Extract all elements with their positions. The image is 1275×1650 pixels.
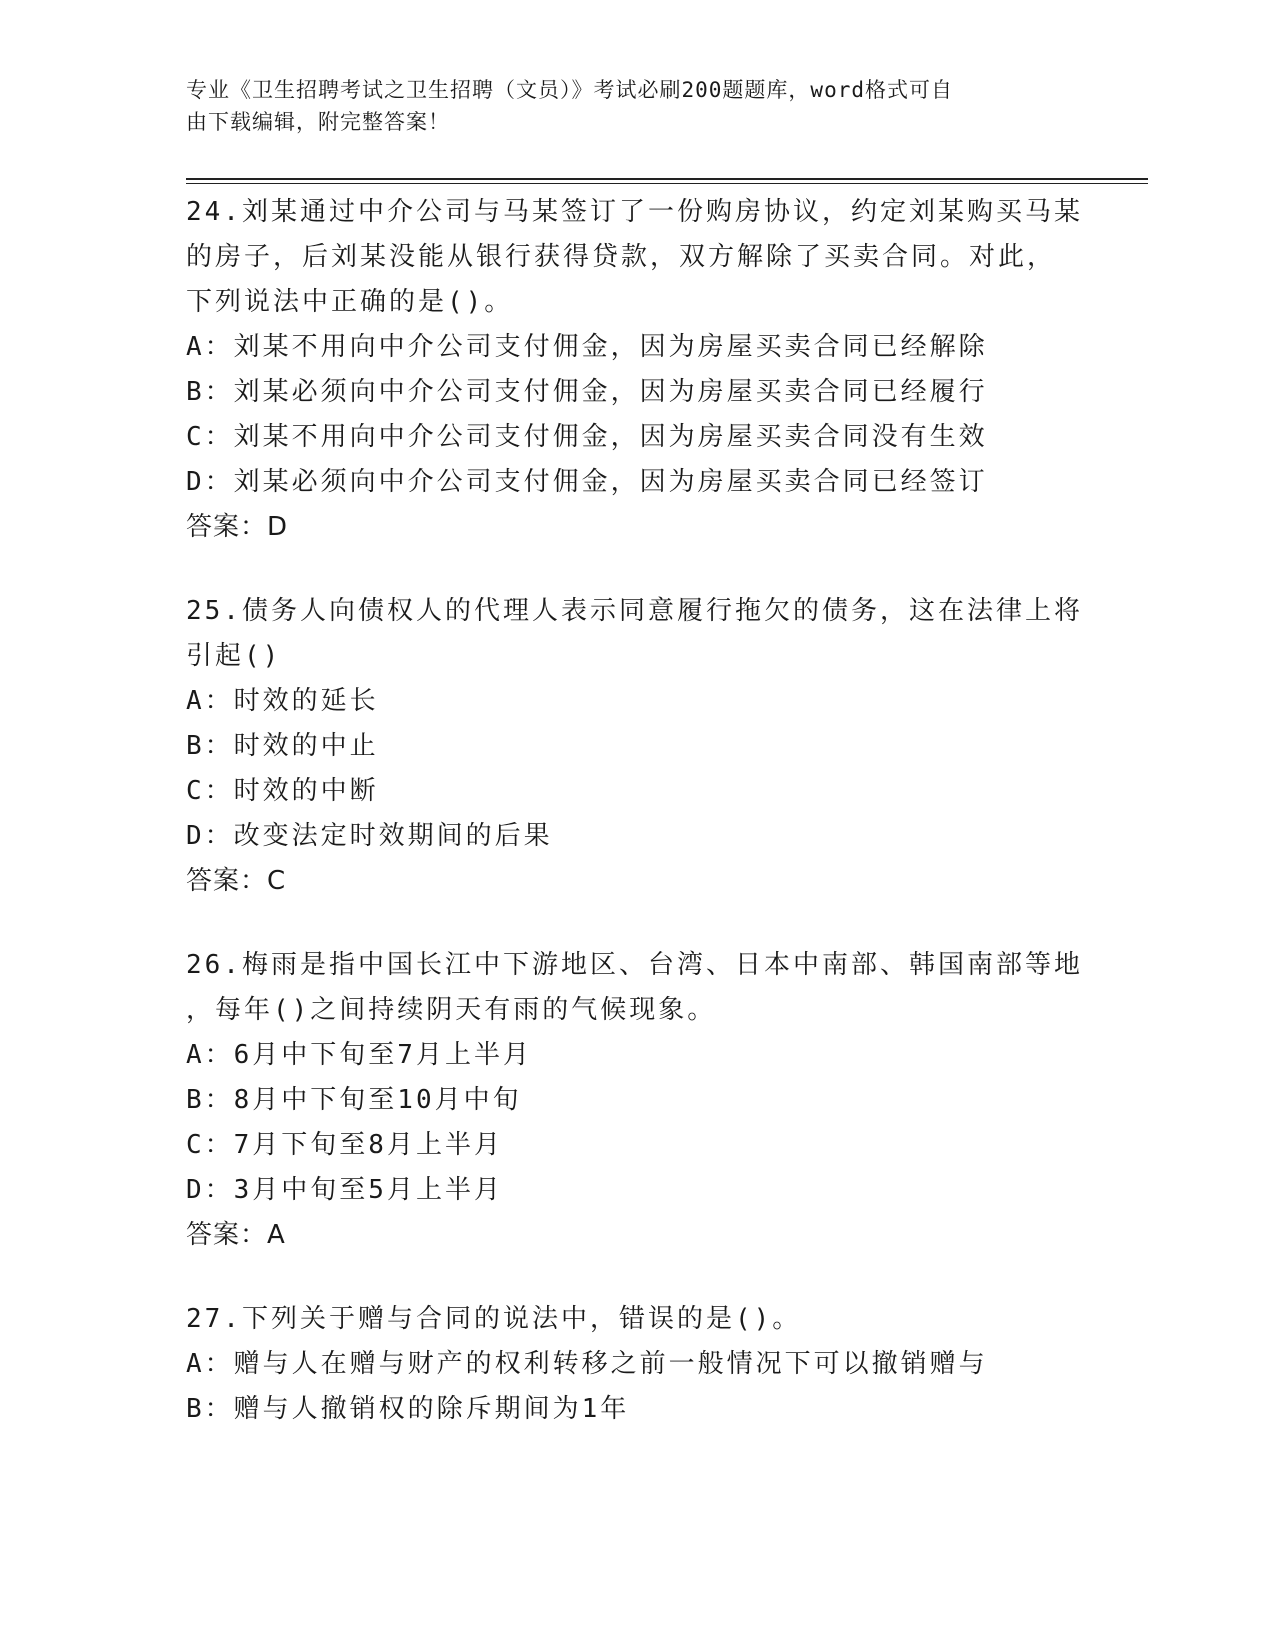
- question-text: 24.刘某通过中介公司与马某签订了一份购房协议，约定刘某购买马某: [186, 197, 1083, 227]
- answer: 答案：D: [186, 512, 289, 542]
- option-d: D：改变法定时效期间的后果: [186, 821, 553, 851]
- question-text: 引起(): [186, 641, 282, 671]
- question-27: [186, 1297, 1086, 1432]
- document-header: [186, 74, 1066, 138]
- answer: 答案：A: [186, 1220, 286, 1250]
- header-line: 由下载编辑，附完整答案！: [186, 110, 450, 134]
- option-b: B：刘某必须向中介公司支付佣金，因为房屋买卖合同已经履行: [186, 377, 988, 407]
- option-a: A：时效的延长: [186, 686, 379, 716]
- option-b: B：时效的中止: [186, 731, 379, 761]
- question-text: 25.债务人向债权人的代理人表示同意履行拖欠的债务，这在法律上将: [186, 596, 1083, 626]
- option-c: C：刘某不用向中介公司支付佣金，因为房屋买卖合同没有生效: [186, 422, 988, 452]
- question-25: [186, 589, 1086, 904]
- option-a: A：赠与人在赠与财产的权利转移之前一般情况下可以撤销赠与: [186, 1349, 988, 1379]
- question-text: 27.下列关于赠与合同的说法中，错误的是()。: [186, 1304, 802, 1334]
- question-text: 下列说法中正确的是()。: [186, 287, 514, 317]
- option-c: C：时效的中断: [186, 776, 379, 806]
- option-b: B：赠与人撤销权的除斥期间为1年: [186, 1394, 630, 1424]
- option-d: D：刘某必须向中介公司支付佣金，因为房屋买卖合同已经签订: [186, 467, 988, 497]
- option-a: A：6月中下旬至7月上半月: [186, 1040, 532, 1070]
- question-24: [186, 190, 1086, 550]
- answer: 答案：C: [186, 866, 287, 896]
- question-26: [186, 943, 1086, 1258]
- option-c: C：7月下旬至8月上半月: [186, 1130, 503, 1160]
- option-b: B：8月中下旬至10月中旬: [186, 1085, 522, 1115]
- question-list: [186, 190, 1086, 1471]
- question-text: 26.梅雨是指中国长江中下游地区、台湾、日本中南部、韩国南部等地: [186, 950, 1083, 980]
- question-text: 的房子，后刘某没能从银行获得贷款，双方解除了买卖合同。对此，: [186, 242, 1057, 272]
- option-a: A：刘某不用向中介公司支付佣金，因为房屋买卖合同已经解除: [186, 332, 988, 362]
- header-divider-thin: [186, 183, 1148, 184]
- header-divider: [186, 178, 1148, 180]
- header-line: 专业《卫生招聘考试之卫生招聘（文员）》考试必刷200题题库，word格式可自: [186, 78, 953, 102]
- option-d: D：3月中旬至5月上半月: [186, 1175, 503, 1205]
- question-text: ，每年()之间持续阴天有雨的气候现象。: [186, 995, 717, 1025]
